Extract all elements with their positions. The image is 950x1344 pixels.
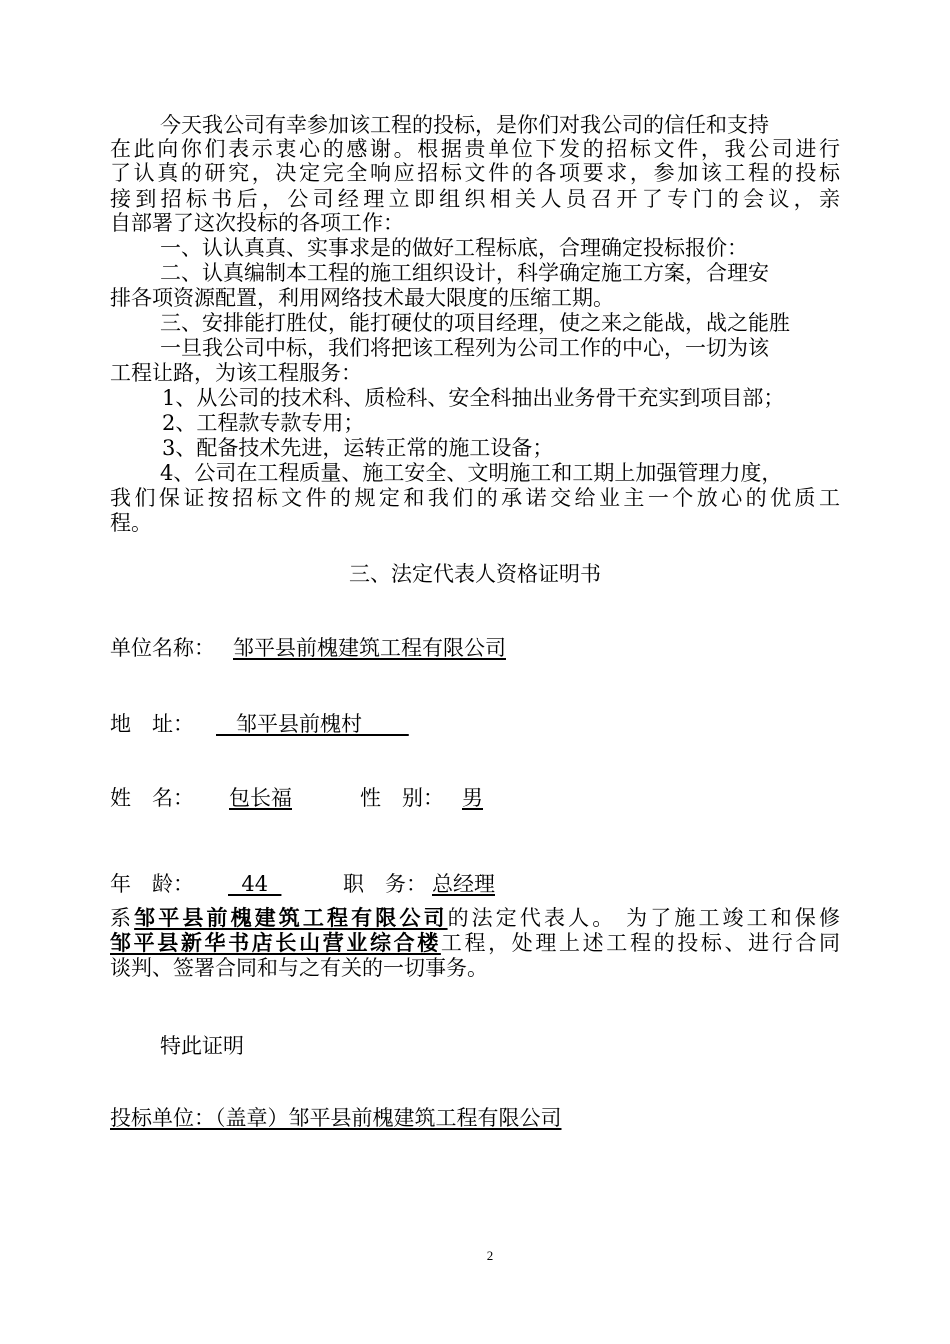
intro-line-13: 2、工程款专款专用； [162,411,365,435]
statement-text-1: 的法定代表人。 为了施工竣工和保修 [447,906,841,930]
address-label: 地 址： [110,712,194,736]
intro-line-12: 1、从公司的技术科、质检科、安全科抽出业务骨干充实到项目部； [162,386,785,410]
intro-line-14: 3、配备技术先进，运转正常的施工设备； [162,436,554,460]
intro-line-7: 二、认真编制本工程的施工组织设计，科学确定施工方案，合理安 [160,261,769,285]
intro-line-11: 工程让路，为该工程服务： [110,361,362,385]
intro-line-8: 排各项资源配置，利用网络技术最大限度的压缩工期。 [110,286,614,310]
intro-line-15: 4、公司在工程质量、施工安全、文明施工和工期上加强管理力度， [160,461,783,485]
intro-line-1: 今天我公司有幸参加该工程的投标，是你们对我公司的信任和支持 [160,113,769,137]
intro-line-17: 程。 [110,511,152,535]
statement-line-1 [110,906,840,930]
unit-label: 单位名称： [110,636,215,660]
statement-line-3: 谈判、签署合同和与之有关的一切事务。 [110,956,488,980]
intro-line-9: 三、安排能打胜仗，能打硬仗的项目经理，使之来之能战，战之能胜 [160,311,790,335]
intro-line-3: 了认真的研究，决定完全响应招标文件的各项要求，参加该工程的投标 [110,161,840,185]
certify-text: 特此证明 [160,1034,244,1058]
intro-line-10: 一旦我公司中标，我们将把该工程列为公司工作的中心，一切为该 [160,336,769,360]
position-label: 职 务： [343,872,427,896]
gender-value: 男 [462,786,483,810]
name-label: 姓 名： [110,786,194,810]
statement-prefix: 系 [110,906,135,930]
statement-project: 邹平县新华书店长山营业综合楼 [110,930,441,955]
position-value: 总经理 [432,872,495,896]
gender-label: 性 别： [360,786,444,810]
unit-value: 邹平县前槐建筑工程有限公司 [233,636,506,660]
section-title: 三、法定代表人资格证明书 [349,562,601,586]
page-number: 2 [486,1248,494,1263]
intro-line-6: 一、认认真真、实事求是的做好工程标底，合理确定投标报价： [160,236,748,260]
statement-company: 邹平县前槐建筑工程有限公司 [134,905,448,930]
intro-line-2: 在此向你们表示衷心的感谢。根据贵单位下发的招标文件，我公司进行 [110,137,840,161]
intro-line-16: 我们保证按招标文件的规定和我们的承诺交给业主一个放心的优质工 [110,486,840,510]
statement-line-2 [110,931,840,955]
intro-line-4: 接到招标书后，公司经理立即组织相关人员召开了专门的会议，亲 [110,187,840,211]
address-value: 邹平县前槐村 [216,712,409,736]
age-label: 年 龄： [110,872,194,896]
name-value: 包长福 [229,786,292,810]
intro-line-5: 自部署了这次投标的各项工作： [110,211,404,235]
age-value: 44 [228,872,282,896]
statement-text-2: 工程，处理上述工程的投标、进行合同 [440,931,841,955]
signature-line: 投标单位：（盖章）邹平县前槐建筑工程有限公司 [110,1106,562,1130]
